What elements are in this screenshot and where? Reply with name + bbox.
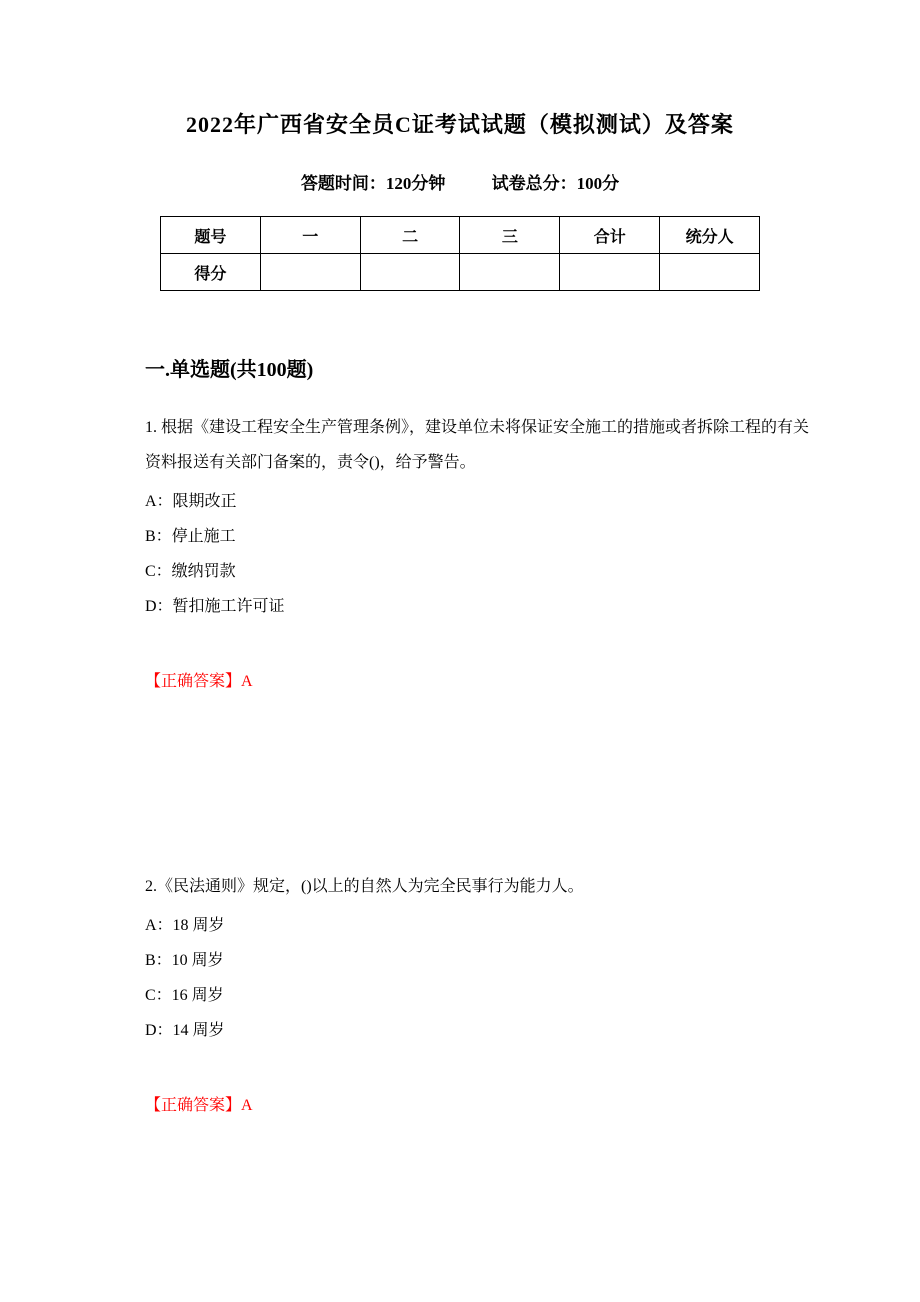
score-cell (560, 254, 660, 291)
option-d: D：14 周岁 (145, 1022, 225, 1039)
question-text: 1. 根据《建设工程安全生产管理条例》，建设单位未将保证安全施工的措施或者拆除工程的有关资料报送有关部门备案的，责令()，给予警告。 (145, 419, 810, 471)
score-table-header-cell: 统分人 (660, 217, 760, 254)
option-c: C：缴纳罚款 (145, 563, 236, 580)
answer-time-label: 答题时间：120分钟 (300, 174, 446, 193)
score-table-score-row (161, 254, 760, 291)
option-b: B：停止施工 (145, 528, 236, 545)
question-block (145, 869, 810, 1115)
option-a: A：限期改正 (145, 493, 237, 510)
correct-answer: 【正确答案】A (145, 673, 253, 690)
correct-answer: 【正确答案】A (145, 1097, 253, 1114)
exam-meta (0, 169, 920, 194)
question-block (145, 410, 810, 691)
score-table-header-cell: 题号 (161, 217, 261, 254)
exam-content (0, 353, 920, 1115)
page-title: 2022年广西省安全员C证考试试题（模拟测试）及答案 (186, 112, 734, 137)
score-table-header-cell: 合计 (560, 217, 660, 254)
score-table-header-cell: 一 (260, 217, 360, 254)
total-score-label: 试卷总分：100分 (491, 174, 620, 193)
score-cell (360, 254, 460, 291)
score-cell (660, 254, 760, 291)
option-d: D：暂扣施工许可证 (145, 598, 285, 615)
option-c: C：16 周岁 (145, 987, 224, 1004)
score-cell (460, 254, 560, 291)
section-heading: 一.单选题(共100题) (145, 359, 314, 381)
option-b: B：10 周岁 (145, 952, 224, 969)
question-text: 2.《民法通则》规定，()以上的自然人为完全民事行为能力人。 (145, 878, 584, 895)
score-table-header-cell: 三 (460, 217, 560, 254)
score-table-header-cell: 二 (360, 217, 460, 254)
score-table (160, 216, 760, 291)
score-cell (260, 254, 360, 291)
score-table-header-row (161, 217, 760, 254)
option-a: A：18 周岁 (145, 917, 225, 934)
score-row-label: 得分 (161, 254, 261, 291)
